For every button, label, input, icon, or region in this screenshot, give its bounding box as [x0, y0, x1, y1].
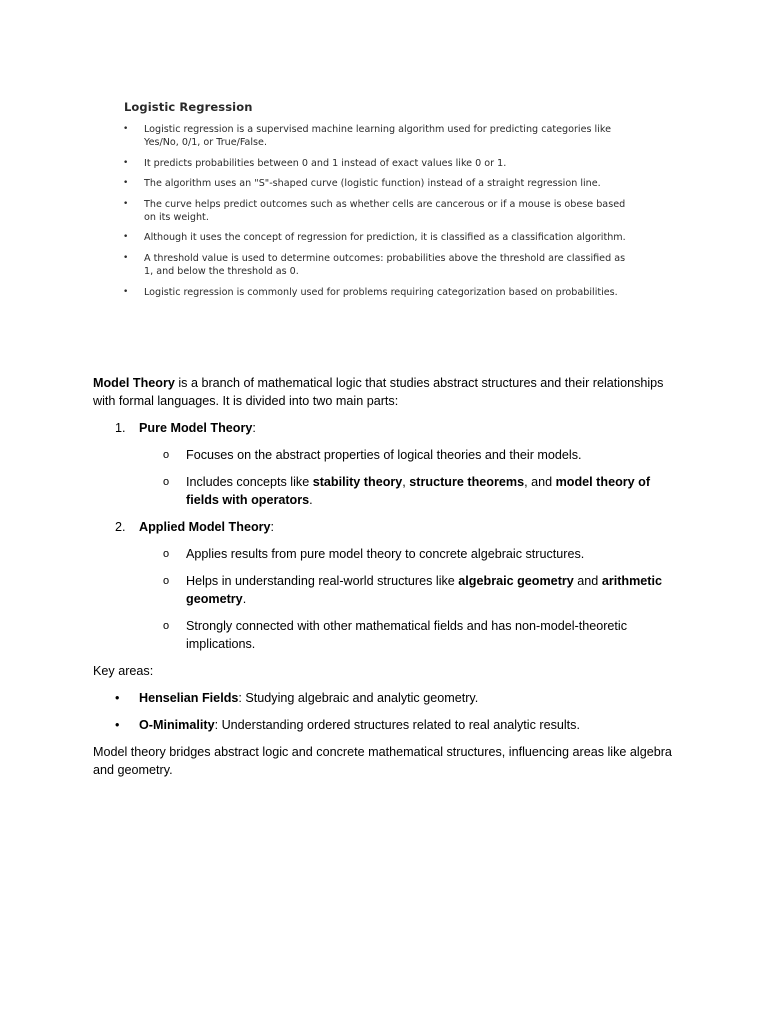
bullet-icon: •	[123, 252, 129, 263]
bullet-icon: •	[123, 124, 129, 134]
closing-paragraph: Model theory bridges abstract logic and concrete mathematical structures, influencing areas like algebra and geometry.	[93, 745, 672, 777]
circle-bullet-icon: o	[163, 575, 170, 587]
intro-paragraph: Model Theory is a branch of mathematical logic that studies abstract structures and their relationships with formal languages. It is divided into two main parts:	[93, 376, 664, 408]
model-theory-section	[93, 374, 683, 779]
list-item: • A threshold value is used to determine outcomes: probabilities above the threshold are classified as 1, and below the threshold as 0.	[123, 252, 626, 277]
list-item: o Applies results from pure model theory to concrete algebraic structures.	[163, 547, 585, 561]
list-item: o Focuses on the abstract properties of logical theories and their models.	[163, 448, 582, 462]
list-item: o Includes concepts like stability theory, structure theorems, and model theory of fields with operators.	[163, 475, 651, 507]
sub-list	[139, 446, 683, 509]
list-item: • Logistic regression is a supervised machine learning algorithm used for predicting categories like Yes/No, 0/1, or True/False.	[123, 124, 611, 148]
circle-bullet-icon: o	[163, 449, 170, 461]
logistic-regression-list	[112, 123, 632, 299]
numbered-item-applied-model-theory: 2. Applied Model Theory: o Applies results from pure model theory to concrete algebraic structures. o Helps in understanding real-world structures like algebraic geometry and arithmetic geometry. o Strongly connected with other mathematical fields and has non-model-theoretic implications.	[93, 518, 683, 653]
list-item-henselian-fields: • Henselian Fields: Studying algebraic and analytic geometry.	[115, 691, 479, 705]
bullet-icon: •	[123, 178, 129, 189]
circle-bullet-icon: o	[163, 476, 170, 488]
bullet-icon: •	[123, 286, 129, 297]
list-item: • It predicts probabilities between 0 and 1 instead of exact values like 0 or 1.	[123, 157, 507, 169]
circle-bullet-icon: o	[163, 620, 170, 632]
bullet-icon: •	[115, 691, 120, 705]
circle-bullet-icon: o	[163, 548, 170, 560]
list-number: 1.	[115, 421, 126, 435]
list-number: 2.	[115, 520, 126, 534]
bullet-icon: •	[115, 718, 120, 732]
logistic-regression-title: Logistic Regression	[124, 100, 253, 114]
logistic-regression-image	[112, 100, 632, 306]
bullet-icon: •	[123, 232, 129, 243]
list-item: • Although it uses the concept of regression for prediction, it is classified as a classification algorithm.	[123, 232, 626, 244]
bullet-icon: •	[123, 198, 129, 209]
list-item: • The curve helps predict outcomes such as whether cells are cancerous or if a mouse is obese based on its weight.	[123, 198, 626, 223]
sub-list	[139, 545, 683, 653]
list-item: • The algorithm uses an "S"-shaped curve (logistic function) instead of a straight regression line.	[123, 178, 601, 190]
numbered-item-pure-model-theory: 1. Pure Model Theory: o Focuses on the abstract properties of logical theories and their models. o Includes concepts like stability theory, structure theorems, and model theory of fields with operators.	[93, 419, 683, 509]
bullet-icon: •	[123, 157, 129, 168]
list-item: • Logistic regression is commonly used for problems requiring categorization based on probabilities.	[123, 286, 618, 298]
list-item: o Helps in understanding real-world structures like algebraic geometry and arithmetic geometry.	[163, 574, 663, 606]
list-item: o Strongly connected with other mathematical fields and has non-model-theoretic implications.	[163, 619, 628, 651]
list-item-o-minimality: • O-Minimality: Understanding ordered structures related to real analytic results.	[115, 718, 580, 732]
key-areas-label: Key areas:	[93, 664, 154, 678]
